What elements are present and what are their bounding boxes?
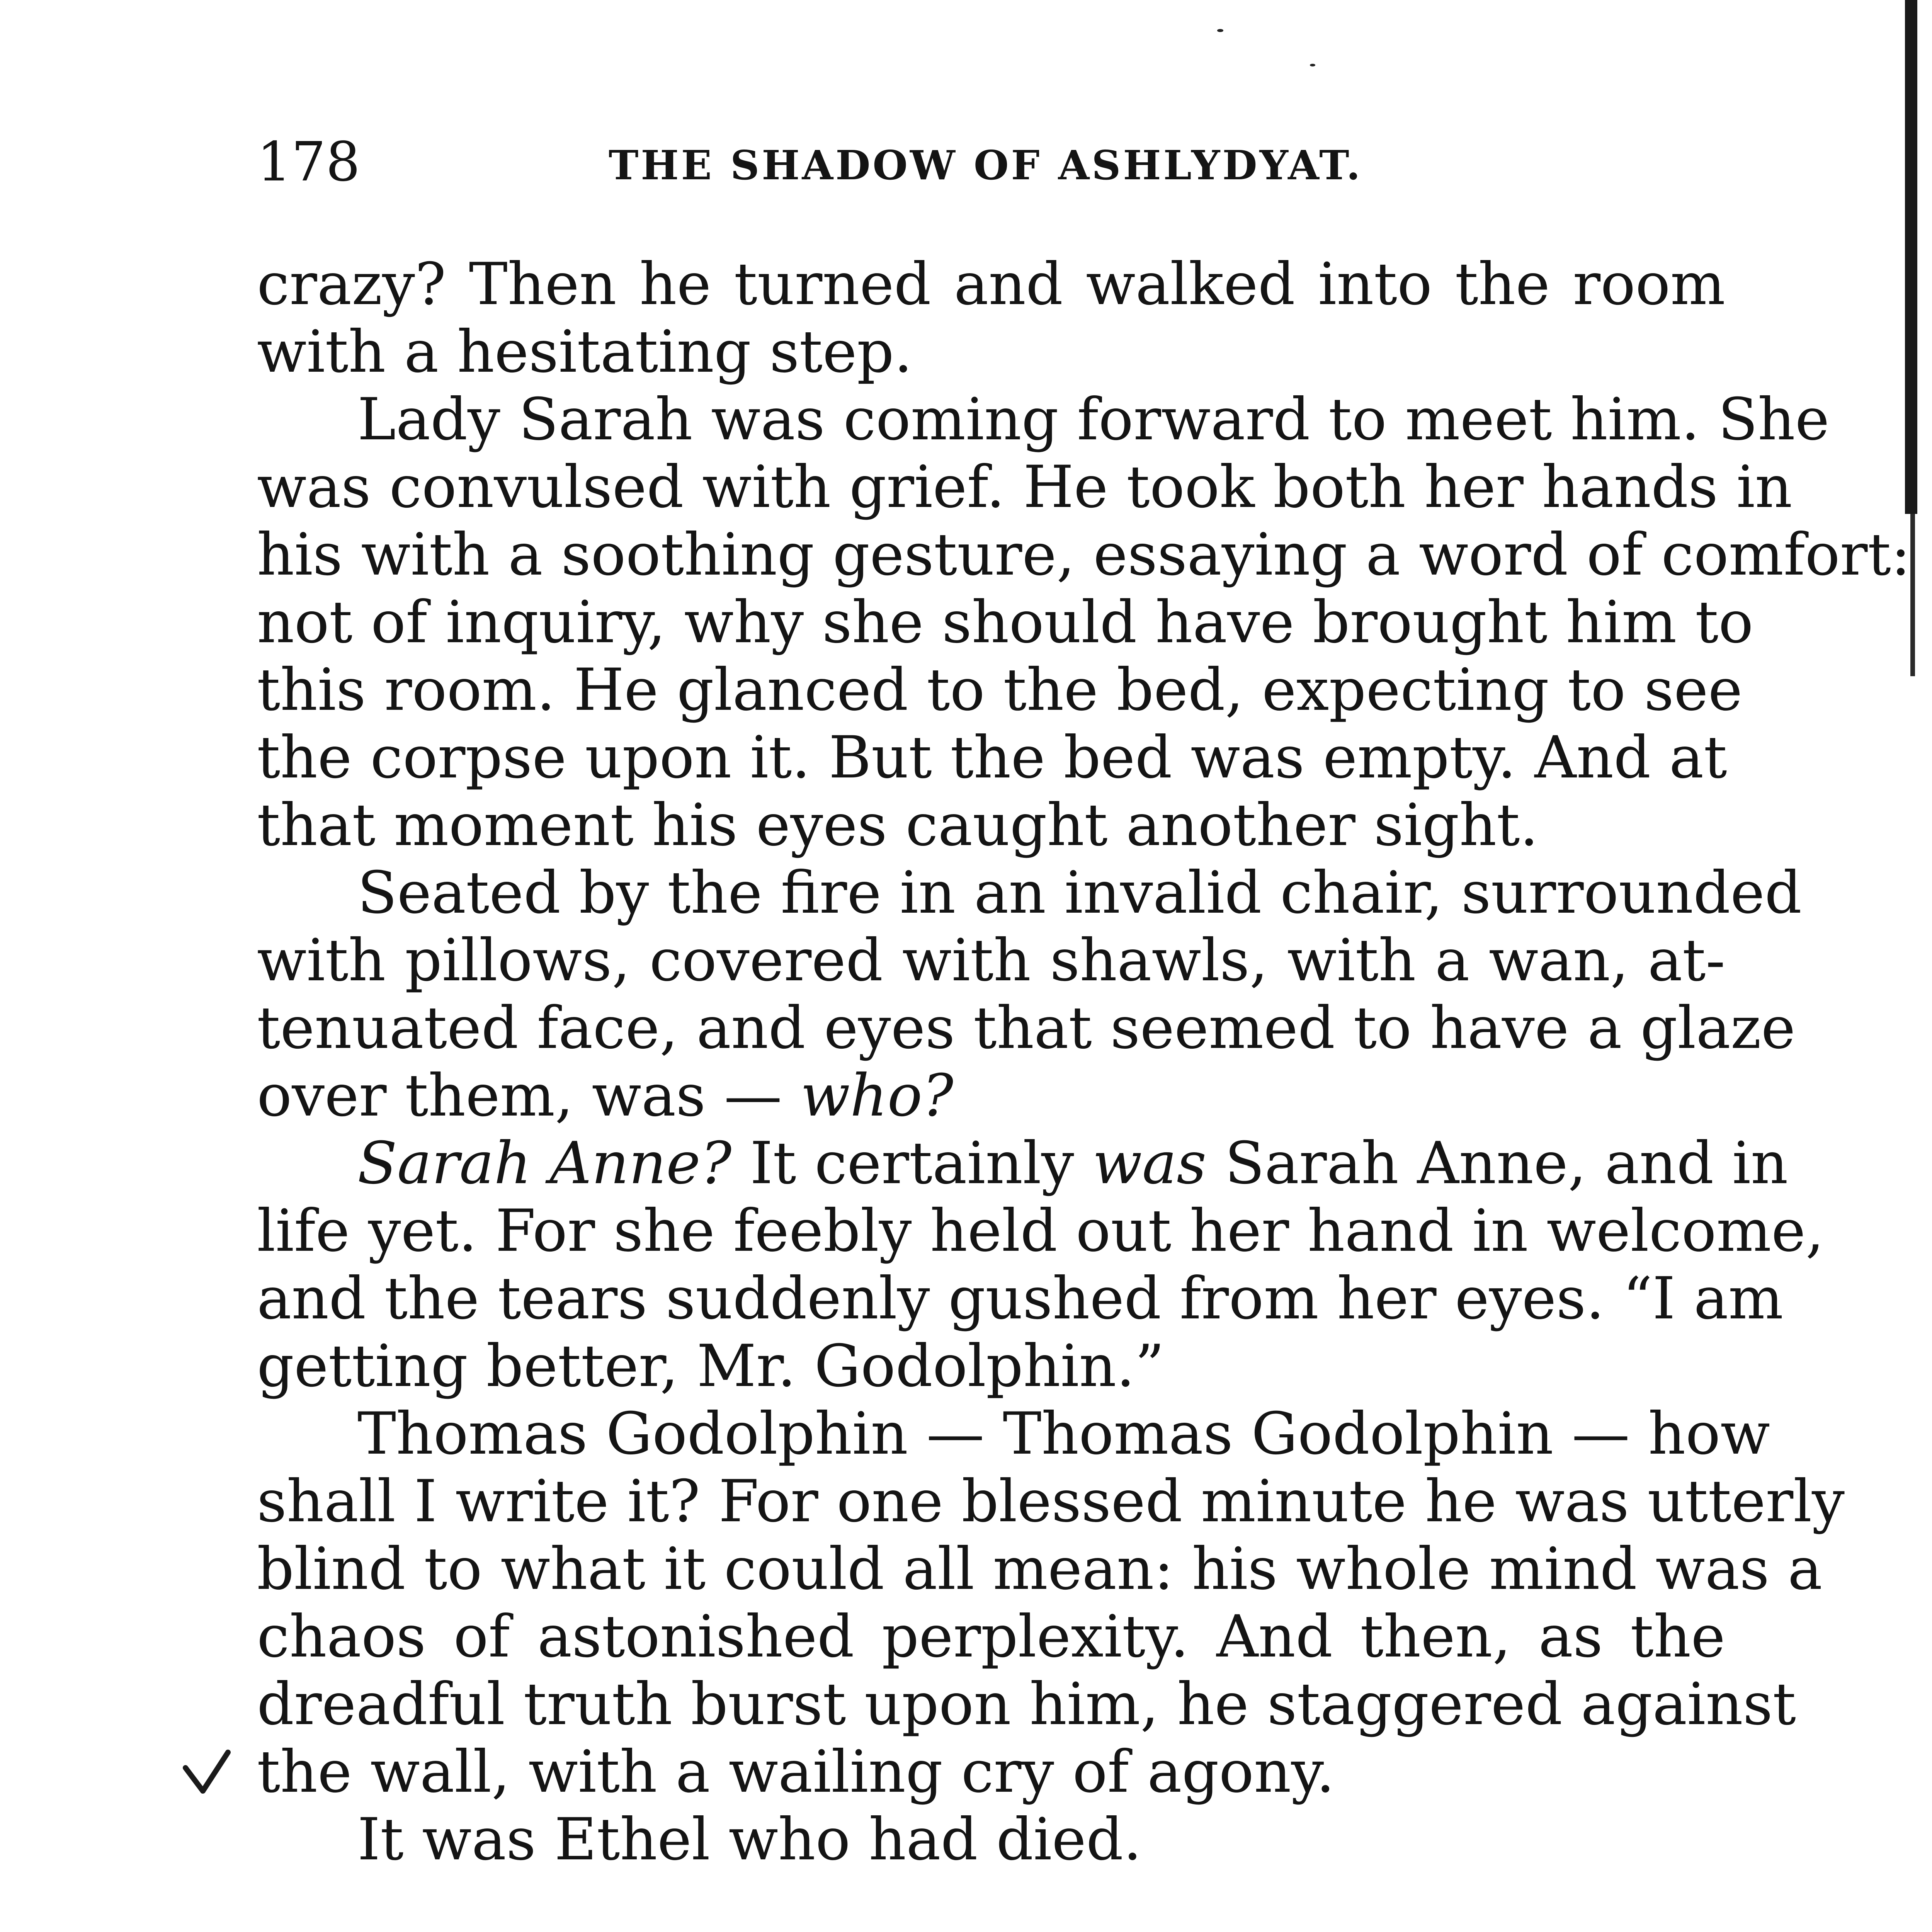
scan-edge-shadow-lower — [1910, 514, 1915, 676]
italic-text: was — [1092, 1130, 1207, 1197]
text-line: dreadful truth burst upon him, he staggered against — [257, 1671, 1796, 1738]
text-line: with pillows, covered with shawls, with a wan, at- — [257, 927, 1725, 994]
text-line: tenuated face, and eyes that seemed to have a glaze — [257, 995, 1796, 1062]
text-line: chaos of astonished perplexity. And then, as the — [257, 1603, 1725, 1670]
italic-text: Sarah Anne? — [357, 1130, 732, 1197]
page-number: 178 — [257, 131, 361, 194]
text-run: over them, was — — [257, 1062, 782, 1129]
text-line: Lady Sarah was coming forward to meet him. She — [357, 386, 1830, 453]
text-run: It certainly — [731, 1130, 1093, 1197]
scan-speck — [1310, 64, 1315, 66]
text-line: Thomas Godolphin — Thomas Godolphin — how — [357, 1400, 1770, 1468]
text-line — [257, 1063, 1725, 1129]
text-line: It was Ethel who had died. — [357, 1806, 1142, 1873]
running-header — [257, 131, 1764, 194]
text-line: crazy? Then he turned and walked into the room — [257, 251, 1725, 318]
check-mark-icon — [182, 1747, 232, 1797]
text-line: not of inquiry, why she should have brought him to — [257, 589, 1753, 656]
italic-text: who? — [800, 1062, 954, 1129]
text-line: and the tears suddenly gushed from her eyes. “I am — [257, 1265, 1784, 1332]
text-line: life yet. For she feebly held out her hand in welcome, — [257, 1197, 1824, 1265]
text-line: blind to what it could all mean: his whole mind was a — [257, 1536, 1823, 1603]
text-line: the corpse upon it. But the bed was empty. And at — [257, 724, 1727, 791]
text-line: was convulsed with grief. He took both her hands in — [257, 454, 1793, 521]
text-line — [357, 1130, 1788, 1197]
text-line: that moment his eyes caught another sight. — [257, 792, 1539, 859]
text-line: Seated by the fire in an invalid chair, surrounded — [357, 859, 1802, 927]
text-line: this room. He glanced to the bed, expecting to see — [257, 656, 1743, 724]
text-run: Sarah Anne, and in — [1206, 1130, 1788, 1197]
text-line: his with a soothing gesture, essaying a word of comfort: — [257, 521, 1911, 588]
text-line: shall I write it? For one blessed minute he was utterly — [257, 1468, 1845, 1535]
text-line: with a hesitating step. — [257, 318, 913, 386]
scan-edge-shadow — [1905, 0, 1917, 514]
scan-speck — [1217, 29, 1223, 32]
text-line: the wall, with a wailing cry of agony. — [257, 1738, 1335, 1806]
text-line: getting better, Mr. Godolphin.” — [257, 1333, 1165, 1400]
running-title: THE SHADOW OF ASHLYDYAT. — [609, 141, 1363, 189]
